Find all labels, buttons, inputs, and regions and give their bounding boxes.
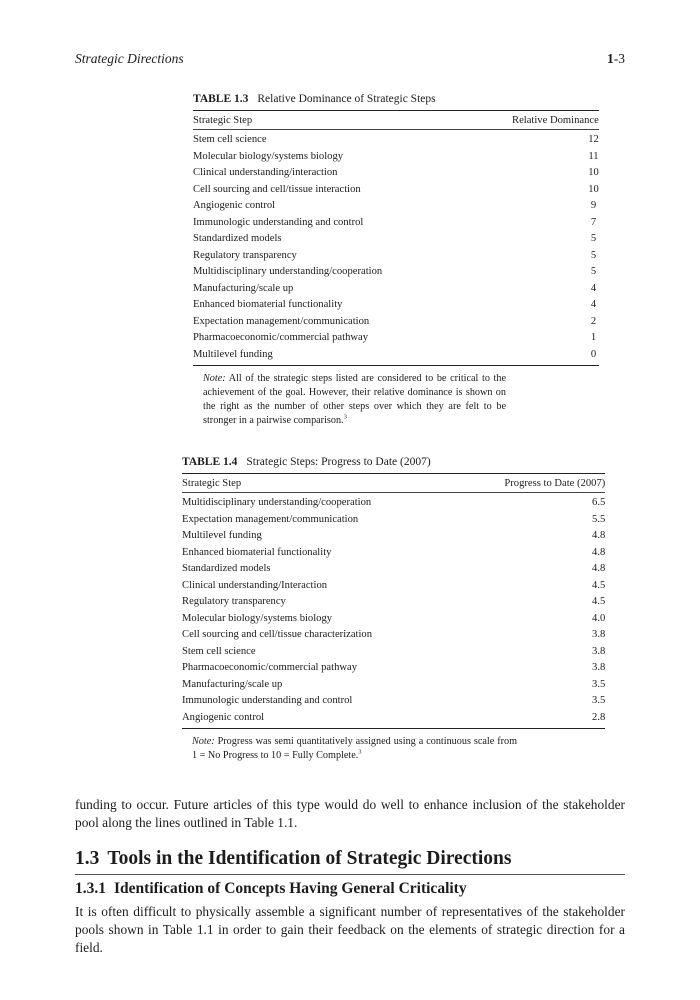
running-head [75, 51, 625, 69]
row-step-name: Pharmacoeconomic/commercial pathway [182, 662, 358, 673]
row-value: 4.8 [592, 546, 606, 558]
row-step-name: Multidisciplinary understanding/cooperation [182, 497, 372, 508]
row-step-name: Regulatory transparency [182, 596, 286, 607]
row-value: 4.8 [592, 563, 606, 574]
row-step-name: Standardized models [193, 233, 282, 244]
row-value: 4 [590, 282, 597, 294]
table-number: TABLE 1.3 [193, 93, 249, 105]
body-paragraph-continued: funding to occur. Future articles of this type would do well to enhance inclusion of the stakeholder pool along the lines outlined in Table 1.1. [75, 797, 625, 831]
row-step-name: Angiogenic control [193, 200, 276, 211]
column-header-value: Relative Dominance [382, 111, 599, 130]
row-step-name: Expectation management/communication [182, 513, 359, 525]
note-label: Note: [203, 373, 226, 384]
page-number-page: -3 [613, 51, 625, 66]
row-value: 5 [590, 233, 597, 244]
row-value: 10 [588, 167, 599, 178]
table-row [182, 528, 605, 545]
table-number: TABLE 1.4 [182, 456, 238, 468]
row-step-name: Clinical understanding/interaction [193, 167, 338, 178]
table-row [193, 297, 599, 314]
table-caption [193, 93, 506, 105]
table-row [193, 264, 599, 281]
page-number-chapter: 1 [607, 51, 614, 66]
row-value: 7 [590, 216, 597, 228]
note-text: Progress was semi quantitatively assigned using a continuous scale from 1 = No Progress to 10 = Fully Complete. [192, 736, 518, 761]
table-caption [182, 456, 517, 468]
table-note [182, 735, 517, 763]
column-header-step: Strategic Step [193, 111, 382, 130]
table-row [182, 561, 605, 578]
table-body [193, 130, 599, 366]
row-value: 3.8 [592, 662, 606, 673]
table-row [193, 314, 599, 331]
page-number [607, 51, 625, 67]
table-row [182, 578, 605, 595]
table-row [193, 182, 599, 199]
running-title: Strategic Directions [75, 51, 184, 66]
body-paragraph-intro: It is often difficult to physically assemble a significant number of representatives of the stakeholder pools shown in Table 1.1 in order to gain their feedback on the elements of strategic direction for a field. [75, 904, 625, 956]
reference-superscript: 3 [343, 413, 347, 421]
table-1-3 [193, 93, 599, 438]
column-header-step: Strategic Step [182, 474, 372, 493]
table-header-row [182, 474, 605, 493]
note-label: Note: [192, 736, 215, 747]
table-row [193, 231, 599, 248]
row-value: 3.8 [592, 629, 606, 640]
row-value: 9 [590, 200, 597, 211]
row-value: 2 [590, 315, 597, 327]
row-step-name: Enhanced biomaterial functionality [193, 299, 343, 310]
row-step-name: Manufacturing/scale up [182, 678, 283, 690]
data-table [193, 110, 599, 366]
table-header-row [193, 111, 599, 130]
section-number: 1.3 [75, 848, 100, 870]
row-value: 1 [590, 332, 597, 343]
row-value: 4.0 [592, 612, 606, 624]
row-value: 3.5 [592, 695, 606, 706]
table-row [182, 627, 605, 644]
table-row [182, 710, 605, 729]
row-step-name: Immunologic understanding and control [193, 216, 364, 228]
row-step-name: Molecular biology/systems biology [193, 150, 344, 162]
table-row [182, 677, 605, 694]
row-step-name: Stem cell science [182, 645, 256, 657]
table-row [182, 493, 605, 512]
data-table [182, 473, 605, 729]
column-header-value: Progress to Date (2007) [372, 474, 605, 493]
table-row [193, 347, 599, 366]
row-value: 3.8 [592, 645, 606, 657]
subsection-heading [75, 880, 467, 898]
row-value: 5 [590, 266, 597, 277]
reference-superscript: 3 [358, 748, 362, 756]
table-note [193, 372, 506, 428]
table-row [193, 130, 599, 149]
subsection-number: 1.3.1 [75, 879, 106, 897]
table-row [193, 215, 599, 232]
table-row [182, 545, 605, 562]
row-value: 4.5 [592, 596, 606, 607]
table-row [193, 149, 599, 166]
table-row [182, 660, 605, 677]
table-row [193, 165, 599, 182]
row-step-name: Stem cell science [193, 134, 267, 145]
row-value: 10 [588, 183, 599, 195]
row-value: 5 [590, 249, 597, 261]
section-title: Tools in the Identification of Strategic Directions [107, 848, 512, 870]
row-value: 2.8 [372, 710, 605, 729]
table-body [182, 493, 605, 729]
row-value: 4 [590, 299, 597, 310]
table-row [193, 248, 599, 265]
note-text: All of the strategic steps listed are considered to be critical to the achievement of the goal. However, their relative dominance is shown on the right as the number of other steps over which they are felt to be stronger in a pairwise comparison. [203, 373, 507, 426]
row-value: 3.5 [592, 678, 606, 690]
table-row [182, 644, 605, 661]
row-value: 4.5 [592, 579, 606, 591]
row-step-name: Cell sourcing and cell/tissue characterization [182, 629, 373, 640]
row-step-name: Pharmacoeconomic/commercial pathway [193, 332, 369, 343]
row-step-name: Multilevel funding [182, 530, 262, 541]
table-row [193, 281, 599, 298]
row-value: 6.5 [592, 497, 606, 508]
row-step-name: Standardized models [182, 563, 271, 574]
subsection-title: Identification of Concepts Having General Criticality [114, 879, 467, 897]
table-row [182, 611, 605, 628]
row-step-name: Clinical understanding/Interaction [182, 579, 328, 591]
table-row [182, 693, 605, 710]
row-step-name: Manufacturing/scale up [193, 282, 294, 294]
row-step-name: Immunologic understanding and control [182, 695, 353, 706]
row-value: 12 [588, 134, 599, 145]
table-title: Relative Dominance of Strategic Steps [257, 93, 436, 105]
table-row [193, 330, 599, 347]
row-step-name: Angiogenic control [182, 710, 372, 729]
row-step-name: Enhanced biomaterial functionality [182, 546, 332, 558]
row-step-name: Molecular biology/systems biology [182, 612, 333, 624]
row-value: 5.5 [592, 513, 606, 525]
row-step-name: Expectation management/communication [193, 315, 370, 327]
row-value: 4.8 [592, 530, 606, 541]
row-step-name: Multilevel funding [193, 347, 382, 366]
table-row [182, 594, 605, 611]
row-value: 11 [588, 150, 599, 162]
table-1-4 [182, 456, 606, 773]
row-value: 0 [382, 347, 599, 366]
section-heading [75, 848, 625, 875]
row-step-name: Cell sourcing and cell/tissue interaction [193, 183, 361, 195]
table-title: Strategic Steps: Progress to Date (2007) [246, 456, 431, 468]
table-row [193, 198, 599, 215]
row-step-name: Multidisciplinary understanding/cooperation [193, 266, 383, 277]
table-row [182, 512, 605, 529]
row-step-name: Regulatory transparency [193, 249, 297, 261]
